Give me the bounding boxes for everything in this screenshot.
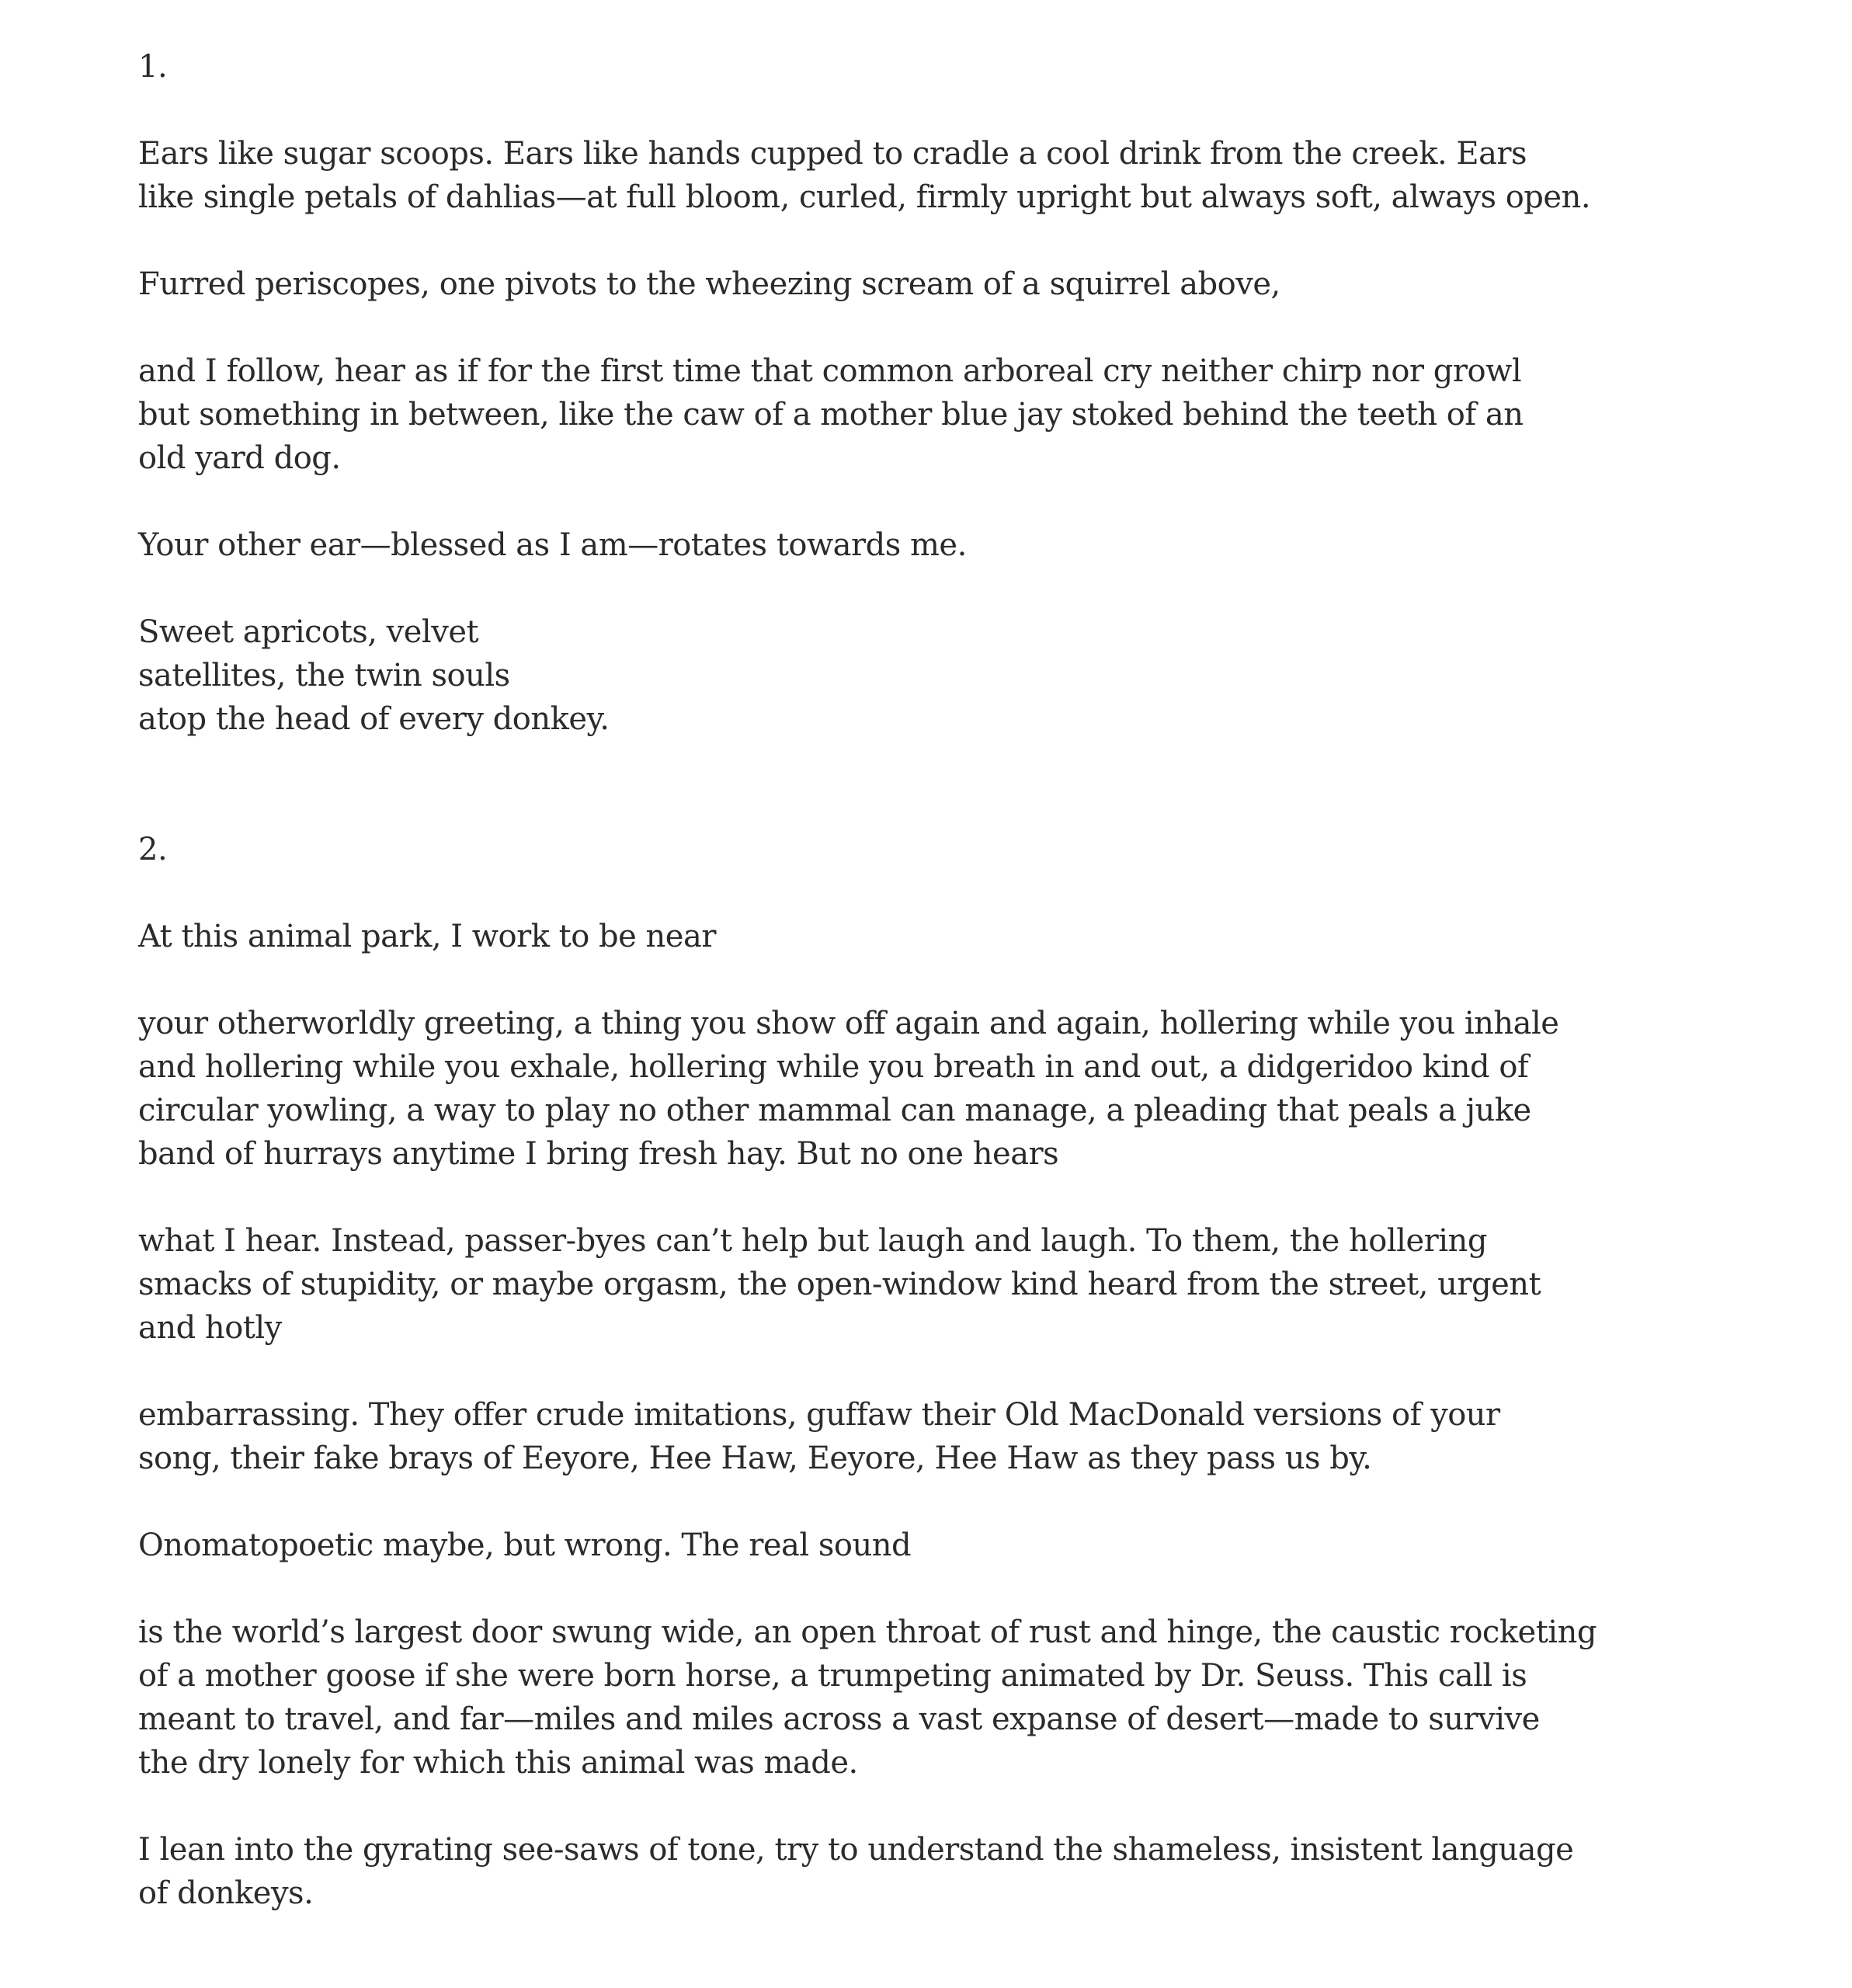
paragraph [138, 262, 1699, 306]
text-line: Sweet apricots, velvet [138, 614, 479, 650]
text-line: satellites, the twin souls [138, 658, 510, 693]
text-line: atop the head of every donkey. [138, 701, 610, 737]
text-line: your otherworldly greeting, a thing you show off again and again, hollering while you inhale [138, 1006, 1559, 1041]
text-line: like single petals of dahlias—at full bloom, curled, firmly upright but always soft, always open. [138, 179, 1591, 215]
text-line: meant to travel, and far—miles and miles across a vast expanse of desert—made to survive [138, 1701, 1540, 1737]
text-line: of donkeys. [138, 1875, 314, 1911]
paragraph [138, 1611, 1699, 1785]
paragraph [138, 1219, 1699, 1350]
paragraph [138, 610, 1699, 741]
text-line: but something in between, like the caw of a mother blue jay stoked behind the teeth of an [138, 397, 1524, 433]
text-line: Furred periscopes, one pivots to the wheezing scream of a squirrel above, [138, 266, 1280, 302]
text-line: At this animal park, I work to be near [138, 919, 716, 954]
text-line: smacks of stupidity, or maybe orgasm, the open-window kind heard from the street, urgent [138, 1267, 1541, 1302]
paragraph [138, 132, 1699, 219]
section-1 [138, 45, 1699, 741]
text-line: song, their fake brays of Eeyore, Hee Haw, Eeyore, Hee Haw as they pass us by. [138, 1441, 1372, 1476]
paragraph [138, 1524, 1699, 1567]
text-line: and hollering while you exhale, hollering while you breath in and out, a didgeridoo kind of [138, 1049, 1529, 1085]
paragraph [138, 915, 1699, 958]
section-2 [138, 828, 1699, 1915]
text-line: and I follow, hear as if for the first time that common arboreal cry neither chirp nor growl [138, 353, 1522, 389]
text-line: of a mother goose if she were born horse, a trumpeting animated by Dr. Seuss. This call is [138, 1658, 1527, 1694]
text-line: Ears like sugar scoops. Ears like hands cupped to cradle a cool drink from the creek. Ears [138, 136, 1527, 172]
poem-document [138, 45, 1699, 1958]
text-line: and hotly [138, 1310, 282, 1346]
paragraph [138, 1828, 1699, 1915]
text-line: is the world’s largest door swung wide, an open throat of rust and hinge, the caustic rocketing [138, 1614, 1597, 1650]
text-line: circular yowling, a way to play no other mammal can manage, a pleading that peals a juke [138, 1093, 1531, 1128]
section-number: 1. [138, 49, 168, 85]
section-divider-space [138, 784, 1699, 828]
text-line: band of hurrays anytime I bring fresh hay. But no one hears [138, 1136, 1059, 1172]
paragraph [138, 1393, 1699, 1480]
paragraph [138, 523, 1699, 567]
text-line: Onomatopoetic maybe, but wrong. The real sound [138, 1527, 912, 1563]
text-line: embarrassing. They offer crude imitations, guffaw their Old MacDonald versions of your [138, 1397, 1500, 1433]
paragraph [138, 349, 1699, 480]
text-line: I lean into the gyrating see-saws of tone, try to understand the shameless, insistent language [138, 1832, 1574, 1868]
section-number: 2. [138, 832, 168, 867]
text-line: old yard dog. [138, 440, 341, 476]
text-line: what I hear. Instead, passer-byes can’t help but laugh and laugh. To them, the hollering [138, 1223, 1487, 1259]
paragraph [138, 1002, 1699, 1176]
text-line: the dry lonely for which this animal was made. [138, 1745, 858, 1781]
text-line: Your other ear—blessed as I am—rotates towards me. [138, 527, 967, 563]
